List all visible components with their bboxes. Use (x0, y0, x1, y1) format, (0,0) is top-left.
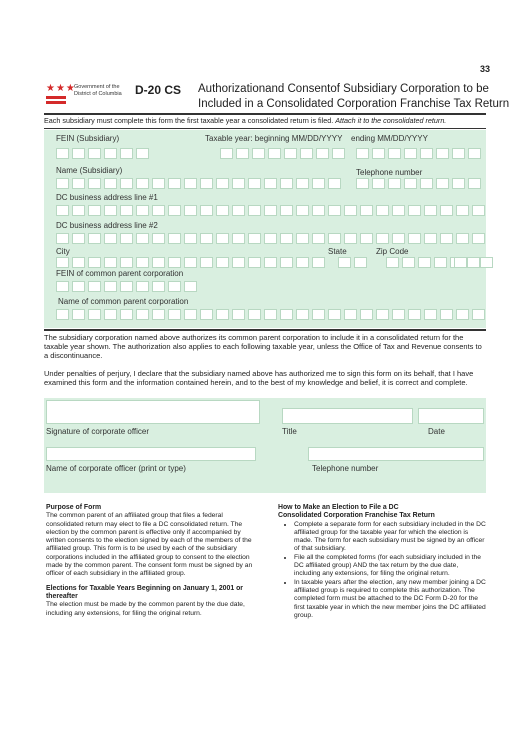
dc-government-logo (46, 84, 136, 104)
char-box[interactable] (88, 257, 101, 268)
char-box[interactable] (136, 257, 149, 268)
char-box[interactable] (418, 257, 431, 268)
address-line-2-label: DC business address line #2 (56, 221, 158, 230)
taxable-year-end-label: ending MM/DD/YYYY (351, 134, 428, 143)
char-box[interactable] (452, 148, 465, 159)
char-box[interactable] (360, 205, 373, 216)
char-box[interactable] (312, 205, 325, 216)
char-box[interactable] (220, 148, 233, 159)
officer-name-label: Name of corporate officer (print or type) (46, 464, 186, 473)
char-box[interactable] (104, 233, 117, 244)
char-box[interactable] (104, 309, 117, 320)
dc-flag-bar-icon (46, 96, 66, 99)
signature-panel (44, 398, 486, 493)
elections-text: The election must be made by the common parent by the due date, including any extensions, for filing the original return. (46, 601, 245, 617)
char-box[interactable] (152, 178, 165, 189)
char-box[interactable] (434, 257, 447, 268)
char-box[interactable] (200, 257, 213, 268)
char-box[interactable] (436, 148, 449, 159)
char-box[interactable] (184, 233, 197, 244)
char-box[interactable] (104, 205, 117, 216)
char-box[interactable] (392, 233, 405, 244)
char-box[interactable] (467, 257, 480, 268)
authorization-statement: The subsidiary corporation named above authorizes its common parent corporation to include it in a consolidated return for the taxable year shown. The authorization also applies to each following taxable year, unless the Office of Tax and Revenue consents to a discontinuance. (44, 333, 482, 361)
char-box[interactable] (120, 233, 133, 244)
char-box[interactable] (296, 233, 309, 244)
char-box[interactable] (152, 281, 165, 292)
form-title-line-1: Authorizationand Consentof Subsidiary Corporation to be (198, 83, 489, 95)
char-box[interactable] (280, 178, 293, 189)
fein-parent-label: FEIN of common parent corporation (56, 269, 184, 278)
dc-flag-bar-icon (46, 101, 66, 104)
char-box[interactable] (344, 205, 357, 216)
char-box[interactable] (360, 309, 373, 320)
address-line-2-input[interactable] (56, 233, 486, 247)
char-box[interactable] (296, 309, 309, 320)
char-box[interactable] (456, 309, 469, 320)
char-box[interactable] (184, 257, 197, 268)
perjury-declaration: Under penalties of perjury, I declare that the subsidiary named above has authorized me to sign this form on its behalf, that I have examined this form and the information contained herein, and to the best of my knowledge and belief, it is correct and complete. (44, 369, 474, 388)
instructions-right-column (278, 504, 486, 620)
char-box[interactable] (376, 205, 389, 216)
char-box[interactable] (88, 281, 101, 292)
char-box[interactable] (56, 309, 69, 320)
char-box[interactable] (440, 309, 453, 320)
char-box[interactable] (72, 233, 85, 244)
header-divider (44, 113, 486, 115)
char-box[interactable] (88, 233, 101, 244)
char-box[interactable] (136, 205, 149, 216)
address-line-1-label: DC business address line #1 (56, 193, 158, 202)
char-box[interactable] (252, 148, 265, 159)
char-box[interactable] (472, 309, 485, 320)
signature-field[interactable] (46, 400, 260, 424)
char-box[interactable] (420, 148, 433, 159)
char-box[interactable] (424, 205, 437, 216)
char-box[interactable] (56, 257, 69, 268)
char-box[interactable] (120, 178, 133, 189)
attach-note: Attach it to the consolidated return. (335, 116, 447, 125)
how-to-list (278, 521, 486, 621)
char-box[interactable] (280, 233, 293, 244)
date-field[interactable] (418, 408, 484, 424)
officer-phone-field[interactable] (308, 447, 484, 461)
char-box[interactable] (136, 309, 149, 320)
fein-subsidiary-input[interactable] (56, 148, 486, 162)
char-box[interactable] (264, 257, 277, 268)
list-item: • In taxable years after the election, any new member joining a DC affiliated group is required to complete this authorization. The completed form must be attached to the DC Form D-20 for the first taxable year in which the new member joins the DC affiliated group. (294, 579, 486, 620)
char-box[interactable] (120, 257, 133, 268)
officer-phone-label: Telephone number (312, 464, 379, 473)
char-box[interactable] (152, 309, 165, 320)
char-box[interactable] (296, 205, 309, 216)
zip-code-label: Zip Code (376, 247, 409, 256)
char-box[interactable] (120, 309, 133, 320)
instructions-left-column (46, 504, 258, 618)
char-box[interactable] (248, 233, 261, 244)
char-box[interactable] (72, 205, 85, 216)
char-box[interactable] (216, 257, 229, 268)
char-box[interactable] (168, 281, 181, 292)
char-box[interactable] (404, 178, 417, 189)
title-field[interactable] (282, 408, 413, 424)
char-box[interactable] (88, 205, 101, 216)
char-box[interactable] (248, 205, 261, 216)
char-box[interactable] (236, 148, 249, 159)
char-box[interactable] (136, 148, 149, 159)
char-box[interactable] (232, 257, 245, 268)
char-box[interactable] (468, 178, 481, 189)
char-box[interactable] (392, 309, 405, 320)
char-box[interactable] (280, 309, 293, 320)
char-box[interactable] (56, 281, 69, 292)
char-box[interactable] (184, 178, 197, 189)
char-box[interactable] (296, 257, 309, 268)
how-to-heading-line-1: How to Make an Election to File a DC (278, 504, 399, 511)
char-box[interactable] (136, 281, 149, 292)
char-box[interactable] (408, 309, 421, 320)
how-to-heading-line-2: Consolidated Corporation Franchise Tax Return (278, 512, 435, 520)
char-box[interactable] (280, 257, 293, 268)
char-box[interactable] (56, 205, 69, 216)
char-box[interactable] (216, 309, 229, 320)
char-box[interactable] (168, 233, 181, 244)
char-box[interactable] (104, 281, 117, 292)
agency-line-2: District of Columbia (74, 91, 122, 97)
char-box[interactable] (200, 205, 213, 216)
char-box[interactable] (376, 233, 389, 244)
char-box[interactable] (152, 257, 165, 268)
char-box[interactable] (372, 148, 385, 159)
char-box[interactable] (248, 309, 261, 320)
char-box[interactable] (328, 205, 341, 216)
char-box[interactable] (104, 148, 117, 159)
char-box[interactable] (424, 309, 437, 320)
elections-heading: Elections for Taxable Years Beginning on January 1, 2001 or thereafter (46, 584, 243, 600)
address-line-1-input[interactable] (56, 205, 486, 219)
char-box[interactable] (72, 309, 85, 320)
char-box[interactable] (120, 148, 133, 159)
char-box[interactable] (316, 148, 329, 159)
char-box[interactable] (356, 178, 369, 189)
form-id: D-20 CS (135, 83, 182, 97)
subsidiary-name-input[interactable] (56, 178, 486, 192)
char-box[interactable] (356, 148, 369, 159)
fein-subsidiary-label: FEIN (Subsidiary) (56, 134, 120, 143)
state-label: State (328, 247, 347, 256)
subsidiary-name-label: Name (Subsidiary) (56, 166, 123, 175)
char-box[interactable] (472, 233, 485, 244)
char-box[interactable] (436, 178, 449, 189)
char-box[interactable] (360, 233, 373, 244)
char-box[interactable] (392, 205, 405, 216)
char-box[interactable] (216, 205, 229, 216)
char-box[interactable] (232, 178, 245, 189)
char-box[interactable] (404, 148, 417, 159)
char-box[interactable] (72, 178, 85, 189)
char-box[interactable] (56, 148, 69, 159)
char-box[interactable] (72, 148, 85, 159)
date-label: Date (428, 427, 445, 436)
instruction-divider (44, 128, 486, 129)
char-box[interactable] (386, 257, 399, 268)
char-box[interactable] (120, 281, 133, 292)
char-box[interactable] (184, 309, 197, 320)
parent-name-label: Name of common parent corporation (58, 297, 189, 306)
char-box[interactable] (454, 257, 467, 268)
char-box[interactable] (480, 257, 493, 268)
char-box[interactable] (216, 178, 229, 189)
char-box[interactable] (232, 309, 245, 320)
city-label: City (56, 247, 70, 256)
char-box[interactable] (232, 233, 245, 244)
list-item: • File all the completed forms (for each subsidiary included in the DC affiliated group) AND the tax return by the due date, including any extensions, for filing the original return. (294, 554, 486, 579)
char-box[interactable] (168, 309, 181, 320)
taxable-year-begin-label: Taxable year: beginning MM/DD/YYYY (205, 134, 343, 143)
char-box[interactable] (312, 233, 325, 244)
char-box[interactable] (200, 178, 213, 189)
char-box[interactable] (104, 178, 117, 189)
char-box[interactable] (72, 281, 85, 292)
purpose-heading: Purpose of Form (46, 504, 102, 511)
char-box[interactable] (328, 309, 341, 320)
char-box[interactable] (408, 205, 421, 216)
char-box[interactable] (88, 309, 101, 320)
char-box[interactable] (332, 148, 345, 159)
char-box[interactable] (456, 205, 469, 216)
char-box[interactable] (200, 233, 213, 244)
char-box[interactable] (402, 257, 415, 268)
char-box[interactable] (168, 257, 181, 268)
char-box[interactable] (184, 205, 197, 216)
char-box[interactable] (264, 205, 277, 216)
char-box[interactable] (152, 205, 165, 216)
char-box[interactable] (388, 148, 401, 159)
char-box[interactable] (440, 205, 453, 216)
char-box[interactable] (232, 205, 245, 216)
char-box[interactable] (136, 233, 149, 244)
char-box[interactable] (328, 178, 341, 189)
char-box[interactable] (120, 205, 133, 216)
char-box[interactable] (408, 233, 421, 244)
signature-label: Signature of corporate officer (46, 427, 150, 436)
char-box[interactable] (300, 148, 313, 159)
char-box[interactable] (268, 148, 281, 159)
char-box[interactable] (264, 309, 277, 320)
form-title-line-2: Included in a Consolidated Corporation Franchise Tax Return (198, 98, 510, 110)
parent-name-input[interactable] (56, 309, 486, 323)
char-box[interactable] (248, 178, 261, 189)
char-box[interactable] (248, 257, 261, 268)
char-box[interactable] (354, 257, 367, 268)
officer-name-field[interactable] (46, 447, 256, 461)
char-box[interactable] (420, 178, 433, 189)
char-box[interactable] (472, 205, 485, 216)
char-box[interactable] (372, 178, 385, 189)
char-box[interactable] (264, 178, 277, 189)
char-box[interactable] (424, 233, 437, 244)
entity-info-panel (44, 130, 486, 328)
char-box[interactable] (56, 178, 69, 189)
char-box[interactable] (296, 178, 309, 189)
char-box[interactable] (88, 148, 101, 159)
char-box[interactable] (88, 178, 101, 189)
char-box[interactable] (168, 205, 181, 216)
char-box[interactable] (280, 205, 293, 216)
char-box[interactable] (452, 178, 465, 189)
char-box[interactable] (284, 148, 297, 159)
char-box[interactable] (200, 309, 213, 320)
list-item: • Complete a separate form for each subsidiary included in the DC affiliated group for the taxable year for which the election is made. The form for each subsidiary must be signed by an officer of that subsidiary. (294, 521, 486, 554)
char-box[interactable] (388, 178, 401, 189)
purpose-text: The common parent of an affiliated group that files a federal consolidated return may elect to file a DC consolidated return. The election by the common parent is effective only if accompanied by written consents to the election signed by each of the members of the affiliated group. This form is to be used by each of the subsidiary corporations included in the affiliated group to consent to the election made by the common parent. The consent form must be signed by an officer of each subsidiary in the affiliated group. (46, 512, 253, 578)
title-label: Title (282, 427, 297, 436)
char-box[interactable] (216, 233, 229, 244)
char-box[interactable] (72, 257, 85, 268)
char-box[interactable] (184, 281, 197, 292)
char-box[interactable] (376, 309, 389, 320)
fein-parent-input[interactable] (56, 281, 486, 295)
char-box[interactable] (344, 233, 357, 244)
char-box[interactable] (440, 233, 453, 244)
char-box[interactable] (312, 257, 325, 268)
char-box[interactable] (468, 148, 481, 159)
char-box[interactable] (344, 309, 357, 320)
filing-instruction: Each subsidiary must complete this form the first taxable year a consolidated return is filed. Attach it to the consolidated return. (44, 116, 447, 125)
char-box[interactable] (338, 257, 351, 268)
page-number: 33 (479, 64, 490, 74)
subsidiary-phone-label: Telephone number (356, 168, 423, 177)
char-box[interactable] (312, 309, 325, 320)
panel-divider (44, 329, 486, 331)
char-box[interactable] (152, 233, 165, 244)
char-box[interactable] (136, 178, 149, 189)
agency-line-1: Government of the (74, 84, 120, 90)
char-box[interactable] (456, 233, 469, 244)
char-box[interactable] (328, 233, 341, 244)
char-box[interactable] (168, 178, 181, 189)
char-box[interactable] (56, 233, 69, 244)
char-box[interactable] (264, 233, 277, 244)
char-box[interactable] (104, 257, 117, 268)
char-box[interactable] (312, 178, 325, 189)
dc-flag-stars-icon: ★★★ (46, 83, 76, 94)
